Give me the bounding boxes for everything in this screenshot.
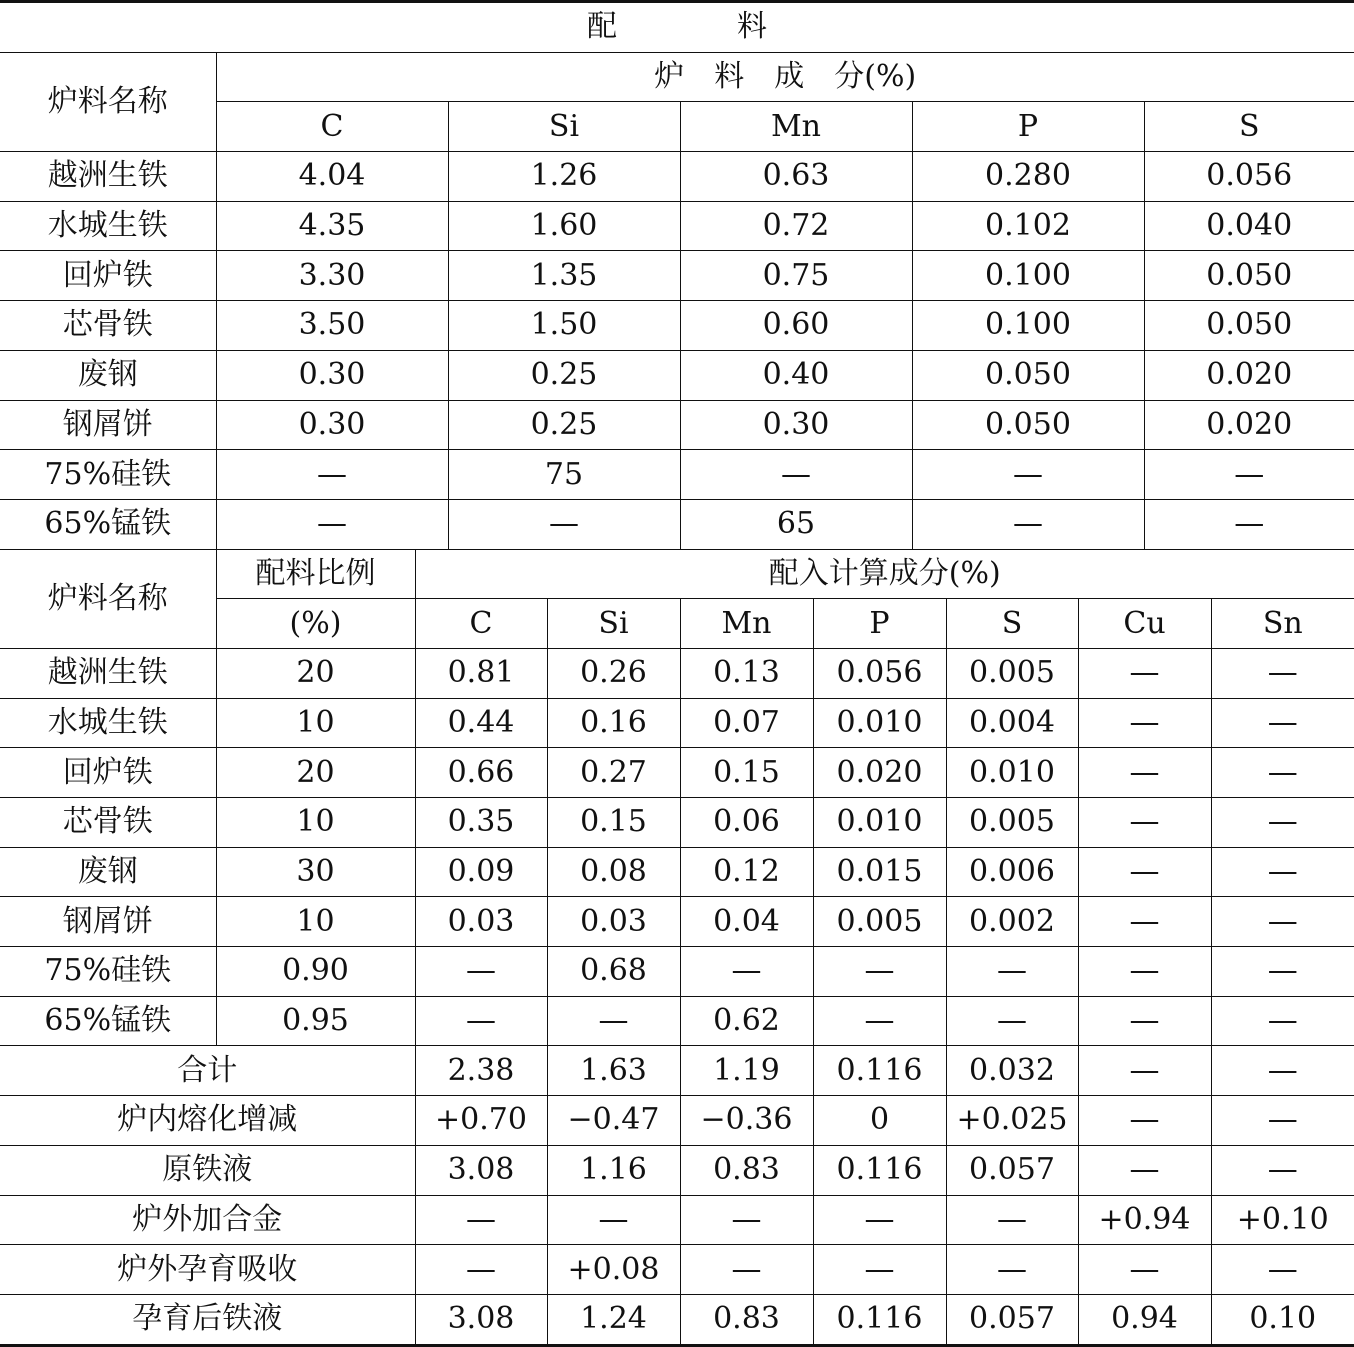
value-cell: — [946,1195,1078,1245]
value-cell: 0.015 [813,847,946,897]
value-cell: 0.94 [1078,1294,1211,1345]
calc-composition-header: 配入计算成分(%) [415,550,1354,599]
ratio-unit-header: (%) [216,599,415,649]
calc-header-row-1 [0,550,1354,599]
charge-name-cell: 越洲生铁 [0,648,216,698]
column-header: Si [448,102,680,152]
value-cell: 0.050 [1144,251,1354,301]
table-row [0,400,1354,450]
value-cell: 0.280 [912,152,1144,202]
value-cell: 0.30 [216,400,448,450]
table-row [0,301,1354,351]
value-cell: — [946,996,1078,1046]
value-cell: 0.25 [448,350,680,400]
ratio-cell: 0.95 [216,996,415,1046]
table-row [0,201,1354,251]
value-cell: +0.94 [1078,1195,1211,1245]
value-cell: 0.63 [680,152,912,202]
charge-name-cell: 75%硅铁 [0,450,216,500]
value-cell: 0.09 [415,847,547,897]
charge-name-cell: 回炉铁 [0,251,216,301]
charge-name-cell: 芯骨铁 [0,798,216,848]
value-cell: 0 [813,1096,946,1146]
value-cell: — [1078,897,1211,947]
summary-label-cell: 孕育后铁液 [0,1294,415,1345]
value-cell: 0.056 [1144,152,1354,202]
value-cell: 0.10 [1211,1294,1354,1345]
value-cell: 2.38 [415,1046,547,1096]
value-cell: 0.005 [946,648,1078,698]
value-cell: — [946,1245,1078,1295]
value-cell: 1.26 [448,152,680,202]
batching-calculation-table [0,550,1354,1347]
summary-label-cell: 炉外孕育吸收 [0,1245,415,1295]
value-cell: 0.07 [680,698,813,748]
value-cell: 0.81 [415,648,547,698]
charge-name-cell: 钢屑饼 [0,897,216,947]
value-cell: — [1078,698,1211,748]
value-cell: 0.12 [680,847,813,897]
value-cell: — [1211,798,1354,848]
value-cell: 3.08 [415,1145,547,1195]
charge-name-cell: 75%硅铁 [0,947,216,997]
value-cell: — [1078,648,1211,698]
charge-composition-table [0,0,1354,550]
charge-name-cell: 废钢 [0,350,216,400]
value-cell: 0.102 [912,201,1144,251]
value-cell: — [216,499,448,549]
value-cell: — [813,1245,946,1295]
value-cell: 1.35 [448,251,680,301]
value-cell: — [680,450,912,500]
value-cell: 0.005 [946,798,1078,848]
table-row [0,450,1354,500]
value-cell: — [1078,1096,1211,1146]
summary-row [0,1145,1354,1195]
value-cell: 0.010 [813,698,946,748]
value-cell: — [1211,1245,1354,1295]
value-cell: — [1211,996,1354,1046]
value-cell: 0.004 [946,698,1078,748]
value-cell: 0.020 [1144,400,1354,450]
composition-header: 炉 料 成 分(%) [216,52,1354,102]
column-header: Mn [680,102,912,152]
summary-label-cell: 原铁液 [0,1145,415,1195]
value-cell: — [1078,748,1211,798]
value-cell: — [1078,798,1211,848]
value-cell: +0.025 [946,1096,1078,1146]
charge-name-cell: 钢屑饼 [0,400,216,450]
value-cell: — [1211,648,1354,698]
charge-name-header: 炉料名称 [0,52,216,151]
value-cell: 65 [680,499,912,549]
value-cell: 0.116 [813,1046,946,1096]
value-cell: −0.47 [547,1096,680,1146]
value-cell: — [1211,748,1354,798]
column-header: P [813,599,946,649]
value-cell: 4.04 [216,152,448,202]
value-cell: 0.032 [946,1046,1078,1096]
value-cell: 0.75 [680,251,912,301]
charge-name-header: 炉料名称 [0,550,216,649]
value-cell: 0.057 [946,1145,1078,1195]
table-title-row [0,2,1354,53]
value-cell: — [813,947,946,997]
value-cell: 0.72 [680,201,912,251]
value-cell: 0.15 [547,798,680,848]
summary-label-cell: 炉内熔化增减 [0,1096,415,1146]
value-cell: 0.050 [912,400,1144,450]
summary-row [0,1096,1354,1146]
value-cell: — [1144,450,1354,500]
column-header: Sn [1211,599,1354,649]
ratio-cell: 0.90 [216,947,415,997]
value-cell: 4.35 [216,201,448,251]
table-row [0,748,1354,798]
value-cell: 0.62 [680,996,813,1046]
ratio-cell: 30 [216,847,415,897]
value-cell: 0.040 [1144,201,1354,251]
value-cell: — [1211,1145,1354,1195]
summary-row [0,1294,1354,1345]
table-row [0,350,1354,400]
value-cell: 0.050 [912,350,1144,400]
table-row [0,996,1354,1046]
table-row [0,798,1354,848]
value-cell: 0.116 [813,1294,946,1345]
table-row [0,152,1354,202]
value-cell: 0.26 [547,648,680,698]
value-cell: — [680,1245,813,1295]
value-cell: 1.16 [547,1145,680,1195]
value-cell: 1.63 [547,1046,680,1096]
summary-row [0,1195,1354,1245]
column-header: S [946,599,1078,649]
value-cell: — [1211,897,1354,947]
value-cell: 0.15 [680,748,813,798]
value-cell: 0.30 [680,400,912,450]
summary-label-cell: 炉外加合金 [0,1195,415,1245]
value-cell: — [1078,847,1211,897]
value-cell: — [1211,1096,1354,1146]
value-cell: 0.44 [415,698,547,748]
value-cell: 0.27 [547,748,680,798]
summary-row [0,1245,1354,1295]
value-cell: 0.68 [547,947,680,997]
table-row [0,499,1354,549]
value-cell: — [1211,698,1354,748]
charge-name-cell: 水城生铁 [0,698,216,748]
value-cell: — [1078,996,1211,1046]
value-cell: — [813,996,946,1046]
value-cell: — [1078,947,1211,997]
ratio-cell: 10 [216,897,415,947]
value-cell: 0.020 [1144,350,1354,400]
value-cell: +0.70 [415,1096,547,1146]
value-cell: 0.050 [1144,301,1354,351]
value-cell: 0.30 [216,350,448,400]
value-cell: 0.08 [547,847,680,897]
value-cell: 0.04 [680,897,813,947]
table-row [0,847,1354,897]
value-cell: — [216,450,448,500]
value-cell: — [448,499,680,549]
summary-row [0,1046,1354,1096]
table-row [0,251,1354,301]
value-cell: 0.010 [946,748,1078,798]
value-cell: 0.010 [813,798,946,848]
value-cell: — [1211,1046,1354,1096]
value-cell: +0.08 [547,1245,680,1295]
value-cell: 0.020 [813,748,946,798]
ratio-header: 配料比例 [216,550,415,599]
value-cell: 0.83 [680,1145,813,1195]
value-cell: 0.03 [415,897,547,947]
value-cell: — [912,450,1144,500]
charge-name-cell: 水城生铁 [0,201,216,251]
value-cell: — [680,1195,813,1245]
value-cell: — [680,947,813,997]
value-cell: — [1078,1245,1211,1295]
value-cell: 0.005 [813,897,946,947]
column-header: Cu [1078,599,1211,649]
value-cell: — [547,1195,680,1245]
charge-name-cell: 越洲生铁 [0,152,216,202]
column-header: Mn [680,599,813,649]
value-cell: — [1078,1145,1211,1195]
value-cell: 0.40 [680,350,912,400]
ratio-cell: 20 [216,648,415,698]
value-cell: — [415,1195,547,1245]
value-cell: — [1144,499,1354,549]
value-cell: +0.10 [1211,1195,1354,1245]
value-cell: — [912,499,1144,549]
value-cell: 0.03 [547,897,680,947]
ratio-cell: 10 [216,798,415,848]
value-cell: — [415,996,547,1046]
column-header: C [415,599,547,649]
table-row [0,947,1354,997]
value-cell: 0.60 [680,301,912,351]
column-header: Si [547,599,680,649]
value-cell: 0.100 [912,301,1144,351]
column-header: S [1144,102,1354,152]
value-cell: 0.06 [680,798,813,848]
value-cell: 0.35 [415,798,547,848]
value-cell: 0.006 [946,847,1078,897]
table-row [0,897,1354,947]
value-cell: — [415,1245,547,1295]
charge-name-cell: 回炉铁 [0,748,216,798]
value-cell: 0.100 [912,251,1144,301]
table-row [0,698,1354,748]
value-cell: — [1078,1046,1211,1096]
header-row-1 [0,52,1354,102]
value-cell: 1.60 [448,201,680,251]
value-cell: 0.66 [415,748,547,798]
table-row [0,648,1354,698]
value-cell: 1.24 [547,1294,680,1345]
value-cell: 0.002 [946,897,1078,947]
value-cell: −0.36 [680,1096,813,1146]
charge-name-cell: 65%锰铁 [0,996,216,1046]
charge-name-cell: 芯骨铁 [0,301,216,351]
value-cell: — [946,947,1078,997]
value-cell: 3.30 [216,251,448,301]
value-cell: — [547,996,680,1046]
value-cell: 0.056 [813,648,946,698]
value-cell: — [1211,947,1354,997]
summary-label-cell: 合计 [0,1046,415,1096]
charge-name-cell: 65%锰铁 [0,499,216,549]
table-title: 配 料 [0,2,1354,53]
value-cell: 3.50 [216,301,448,351]
value-cell: — [415,947,547,997]
value-cell: 0.116 [813,1145,946,1195]
value-cell: — [1211,847,1354,897]
value-cell: 3.08 [415,1294,547,1345]
value-cell: 0.83 [680,1294,813,1345]
column-header: C [216,102,448,152]
value-cell: 1.19 [680,1046,813,1096]
ratio-cell: 10 [216,698,415,748]
value-cell: 1.50 [448,301,680,351]
column-header: P [912,102,1144,152]
value-cell: 0.16 [547,698,680,748]
value-cell: 75 [448,450,680,500]
value-cell: — [813,1195,946,1245]
ratio-cell: 20 [216,748,415,798]
value-cell: 0.057 [946,1294,1078,1345]
value-cell: 0.25 [448,400,680,450]
value-cell: 0.13 [680,648,813,698]
charge-name-cell: 废钢 [0,847,216,897]
